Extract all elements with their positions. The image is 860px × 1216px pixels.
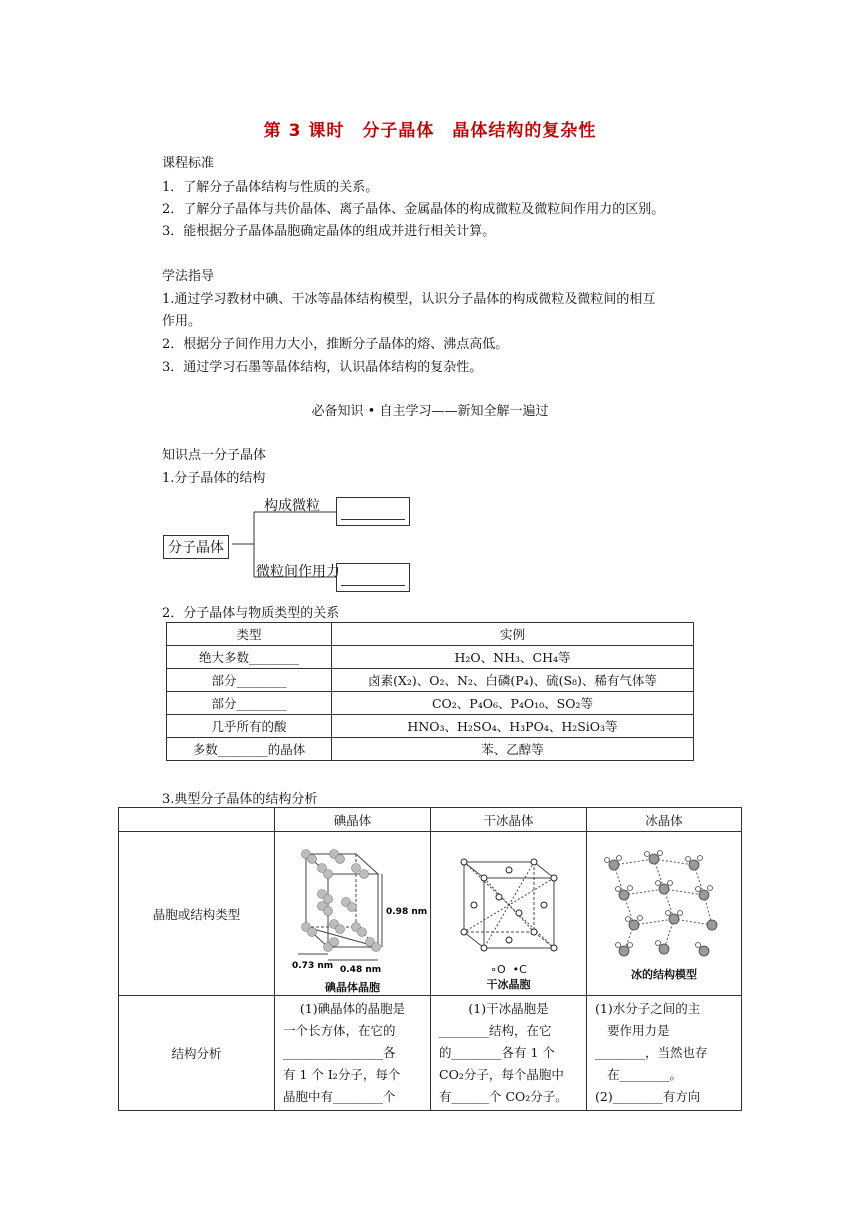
method-item: 3．通过学习石墨等晶体结构，认识晶体结构的复杂性。 <box>162 360 483 375</box>
ice-cell <box>587 832 742 996</box>
table-header <box>119 808 275 832</box>
method-item: 作用。 <box>162 314 202 329</box>
table-cell: CO₂、P₄O₆、P₄O₁₀、SO₂等 <box>332 692 694 715</box>
dimension-label: 0.48 nm <box>339 965 381 975</box>
type-table <box>166 622 694 761</box>
branch-label-forces: 微粒间作用力 <box>256 564 340 580</box>
figure-caption: 碘晶体晶胞 <box>325 981 380 994</box>
dry-ice-legend: ∘O •C <box>490 962 527 976</box>
table-cell: 几乎所有的酸 <box>167 715 332 738</box>
table-header: 碘晶体 <box>275 808 431 832</box>
page-title: 第 3 课时 分子晶体 晶体结构的复杂性 <box>263 121 597 141</box>
table-cell: 苯、乙醇等 <box>332 738 694 761</box>
method-item: 2．根据分子间作用力大小，推断分子晶体的熔、沸点高低。 <box>162 337 509 352</box>
row-label: 晶胞或结构类型 <box>119 832 275 996</box>
table-cell: 绝大多数________ <box>167 646 332 669</box>
dimension-label: 0.98 nm <box>385 907 427 917</box>
standard-item: 2．了解分子晶体与共价晶体、离子晶体、金属晶体的构成微粒及微粒间作用力的区别。 <box>162 202 665 217</box>
answer-blank[interactable] <box>336 497 410 526</box>
iodine-analysis: (1)碘晶体的晶胞是 一个长方体，在它的 ________________各 有 1 个 I₂分子，每个 晶胞中有________个 <box>275 996 431 1111</box>
tree-root: 分子晶体 <box>163 535 229 559</box>
standard-heading: 课程标准 <box>162 156 215 171</box>
table-row <box>167 669 694 692</box>
knowledge-point: 知识点一分子晶体 <box>162 448 267 463</box>
row-label: 结构分析 <box>119 996 275 1111</box>
crystal-table <box>118 807 742 1111</box>
ice-structure-figure <box>594 845 734 963</box>
table-row <box>167 692 694 715</box>
q1-heading: 1.分子晶体的结构 <box>162 471 266 486</box>
standard-item: 1．了解分子晶体结构与性质的关系。 <box>162 180 379 195</box>
iodine-cell <box>275 832 431 996</box>
q3-heading: 3.典型分子晶体的结构分析 <box>162 792 318 807</box>
table-row <box>167 715 694 738</box>
method-heading: 学法指导 <box>162 269 215 284</box>
table-cell: 部分________ <box>167 669 332 692</box>
section-banner: 必备知识 • 自主学习——新知全解一遍过 <box>311 404 549 419</box>
table-header: 实例 <box>332 623 694 646</box>
dryice-analysis: (1)干冰晶胞是 ________结构，在它 的________各有 1 个 CO₂分子，每个晶胞中 有______个 CO₂分子。 <box>431 996 587 1111</box>
table-cell: 卤素(X₂)、O₂、N₂、白磷(P₄)、硫(S₈)、稀有气体等 <box>332 669 694 692</box>
figure-caption: 冰的结构模型 <box>631 968 697 981</box>
dry-ice-unit-cell-figure <box>434 836 584 964</box>
table-cell: H₂O、NH₃、CH₄等 <box>332 646 694 669</box>
figure-caption: 干冰晶胞 <box>486 977 531 991</box>
q2-heading: 2．分子晶体与物质类型的关系 <box>162 606 340 621</box>
branch-label-particles: 构成微粒 <box>264 498 320 514</box>
table-cell: 多数________的晶体 <box>167 738 332 761</box>
table-row <box>167 646 694 669</box>
table-row <box>167 738 694 761</box>
answer-blank[interactable] <box>336 563 410 592</box>
standard-item: 3．能根据分子晶体晶胞确定晶体的组成并进行相关计算。 <box>162 224 496 239</box>
table-header: 冰晶体 <box>587 808 742 832</box>
table-header: 干冰晶体 <box>431 808 587 832</box>
table-cell: 部分________ <box>167 692 332 715</box>
ice-analysis: (1)水分子之间的主 要作用力是 ________，当然也存 在________。 (2)________有方向 <box>587 996 742 1111</box>
iodine-unit-cell-figure <box>278 832 428 982</box>
dimension-label: 0.73 nm <box>291 961 333 971</box>
method-item: 1.通过学习教材中碘、干冰等晶体结构模型，认识分子晶体的构成微粒及微粒间的相互 <box>162 292 656 307</box>
table-cell: HNO₃、H₂SO₄、H₃PO₄、H₂SiO₃等 <box>332 715 694 738</box>
table-header: 类型 <box>167 623 332 646</box>
dryice-cell <box>431 832 587 996</box>
